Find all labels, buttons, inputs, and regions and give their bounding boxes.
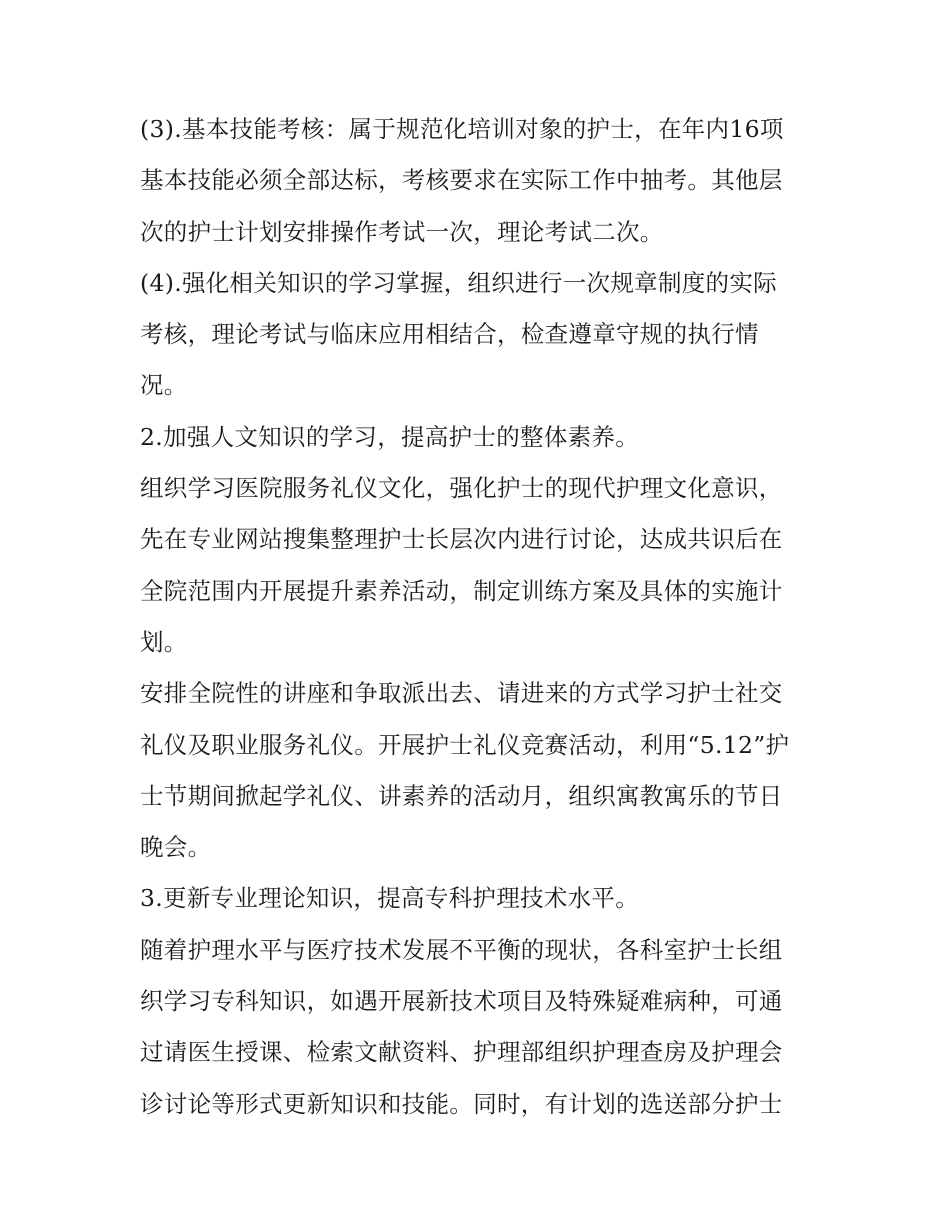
text-line: 礼仪及职业服务礼仪。开展护士礼仪竞赛活动，利用“5.12”护 [140, 730, 790, 759]
section-heading: 3.更新专业理论知识，提高专科护理技术水平。 [140, 884, 640, 913]
text-line: 织学习专科知识，如遇开展新技术项目及特殊疑难病种，可通 [140, 987, 783, 1016]
text-line: 先在专业网站搜集整理护士长层次内进行讨论，达成共识后在 [140, 525, 783, 554]
text-line: 考核，理论考试与临床应用相结合，检查遵章守规的执行情 [140, 320, 759, 349]
text-line: (3).基本技能考核：属于规范化培训对象的护士，在年内16项 [140, 115, 784, 143]
text-line: 随着护理水平与医疗技术发展不平衡的现状，各科室护士长组 [140, 935, 783, 964]
text-line: 基本技能必须全部达标，考核要求在实际工作中抽考。其他层 [140, 166, 783, 195]
text-line: 全院范围内开展提升素养活动，制定训练方案及具体的实施计 [140, 576, 783, 605]
document-body [140, 104, 820, 1130]
text-line: 晚会。 [140, 833, 212, 862]
section-heading: 2.加强人文知识的学习，提高护士的整体素养。 [140, 422, 640, 451]
text-line: 划。 [140, 627, 188, 656]
text-line: 过请医生授课、检索文献资料、护理部组织护理查房及护理会 [140, 1038, 783, 1067]
text-line: 况。 [140, 371, 188, 400]
text-line: 士节期间掀起学礼仪、讲素养的活动月，组织寓教寓乐的节日 [140, 781, 783, 810]
text-line: (4).强化相关知识的学习掌握，组织进行一次规章制度的实际 [140, 268, 777, 297]
text-line: 组织学习医院服务礼仪文化，强化护士的现代护理文化意识， [140, 474, 783, 503]
text-line: 诊讨论等形式更新知识和技能。同时，有计划的选送部分护士 [140, 1089, 783, 1118]
text-line: 安排全院性的讲座和争取派出去、请进来的方式学习护士社交 [140, 679, 783, 708]
text-line: 次的护士计划安排操作考试一次，理论考试二次。 [140, 217, 664, 246]
